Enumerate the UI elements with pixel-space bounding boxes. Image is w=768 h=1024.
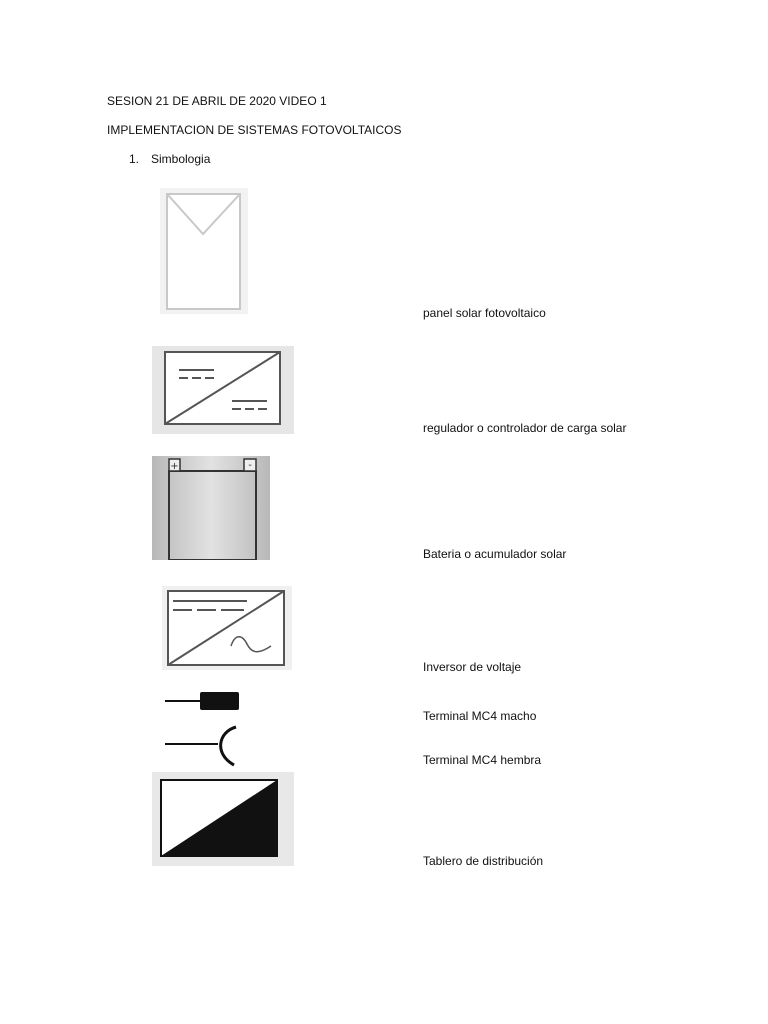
inverter-icon (162, 586, 292, 670)
battery-plus-sign: + (170, 461, 179, 472)
battery-icon (152, 456, 270, 560)
symbol-label-battery: Bateria o acumulador solar (423, 547, 567, 561)
symbol-label-mc4-female: Terminal MC4 hembra (423, 753, 542, 767)
distribution-board-icon (152, 772, 294, 866)
mc4-male-icon (160, 688, 244, 716)
symbol-label-charge-controller: regulador o controlador de carga solar (423, 421, 627, 435)
session-title: SESION 21 DE ABRIL DE 2020 VIDEO 1 (107, 94, 327, 108)
solar-panel-icon (160, 188, 248, 314)
charge-controller-icon (152, 346, 294, 434)
symbol-label-inverter: Inversor de voltaje (423, 660, 522, 674)
list-item-number: 1. (129, 152, 140, 166)
course-title: IMPLEMENTACION DE SISTEMAS FOTOVOLTAICOS (107, 123, 402, 137)
battery-minus-sign: - (248, 460, 252, 471)
mc4-female-icon (160, 724, 244, 768)
symbol-label-distribution-board: Tablero de distribución (423, 854, 544, 868)
list-item-title: Simbologia (151, 152, 211, 166)
symbol-label-solar-panel: panel solar fotovoltaico (423, 306, 546, 320)
symbol-label-mc4-male: Terminal MC4 macho (423, 709, 537, 723)
